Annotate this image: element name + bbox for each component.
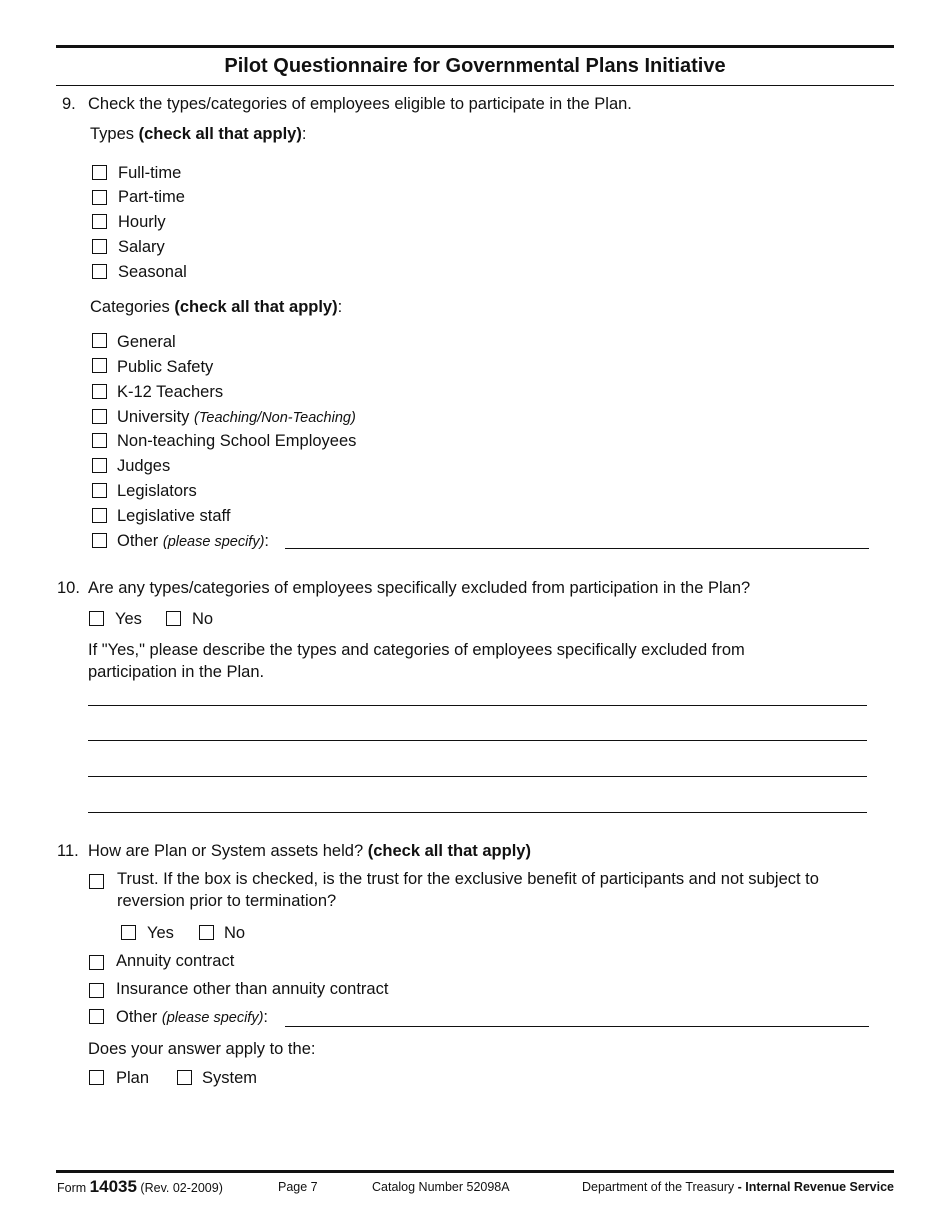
footer-revision: (Rev. 02-2009)	[140, 1181, 223, 1195]
q10-answer-line-1[interactable]	[88, 705, 867, 706]
categories-label: Categories	[90, 298, 170, 316]
categories-note: (check all that apply)	[174, 298, 338, 316]
other-category-specify-input[interactable]	[285, 548, 869, 549]
checkbox-k12-teachers[interactable]	[92, 384, 107, 399]
system-label: System	[202, 1069, 258, 1087]
category-label-public-safety: Public Safety	[117, 358, 214, 376]
category-label-non-teaching: Non-teaching School Employees	[117, 432, 357, 450]
q10-yes-checkbox[interactable]	[89, 611, 104, 626]
q10-no-checkbox[interactable]	[166, 611, 181, 626]
other-asset-note: (please specify)	[161, 1010, 264, 1026]
footer-catalog: Catalog Number 52098A	[372, 1180, 510, 1194]
category-label-university: University	[117, 408, 190, 426]
footer-form-number: 14035	[89, 1177, 137, 1196]
checkbox-annuity[interactable]	[89, 955, 104, 970]
annuity-label: Annuity contract	[116, 952, 235, 970]
q10-answer-line-4[interactable]	[88, 812, 867, 813]
footer-dept-name: Department of the Treasury	[582, 1180, 735, 1194]
q9-types-heading: Types (check all that apply):	[90, 125, 307, 143]
checkbox-public-safety[interactable]	[92, 358, 107, 373]
plan-checkbox[interactable]	[89, 1070, 104, 1085]
category-label-legislative-staff: Legislative staff	[117, 507, 231, 525]
other-asset-specify-input[interactable]	[285, 1026, 869, 1027]
q10-describe-line2: participation in the Plan.	[88, 663, 265, 681]
footer-department	[582, 1180, 894, 1194]
checkbox-judges[interactable]	[92, 458, 107, 473]
university-note: (Teaching/Non-Teaching)	[194, 410, 356, 426]
q10-number: 10.	[57, 579, 80, 597]
checkbox-non-teaching[interactable]	[92, 433, 107, 448]
other-asset: Other (please specify):	[116, 1008, 269, 1026]
type-label-part-time: Part-time	[118, 188, 185, 206]
q10-question: Are any types/categories of employees specifically excluded from participation in the Plan?	[88, 579, 751, 597]
types-note: (check all that apply)	[138, 125, 302, 143]
trust-line1: Trust. If the box is checked, is the trust for the exclusive benefit of participants and not subject to	[117, 870, 819, 888]
q10-no-label: No	[192, 610, 214, 628]
header-top-rule	[56, 45, 894, 48]
footer-irs: - Internal Revenue Service	[737, 1180, 894, 1194]
trust-yes-label: Yes	[147, 924, 174, 942]
footer-page: Page 7	[278, 1180, 318, 1194]
checkbox-trust[interactable]	[89, 874, 104, 889]
category-university	[117, 406, 356, 429]
q11-question-note: (check all that apply)	[367, 842, 531, 860]
q9-categories-heading: Categories (check all that apply):	[90, 298, 343, 316]
q9-number: 9.	[62, 95, 76, 113]
q10-describe-line1: If "Yes," please describe the types and categories of employees specifically excluded from	[88, 641, 745, 659]
footer-rule	[56, 1170, 894, 1173]
checkbox-other-asset[interactable]	[89, 1009, 104, 1024]
type-label-hourly: Hourly	[118, 213, 166, 231]
trust-no-label: No	[224, 924, 246, 942]
checkbox-legislative-staff[interactable]	[92, 508, 107, 523]
q11-question: How are Plan or System assets held?	[88, 842, 364, 860]
category-label-judges: Judges	[117, 457, 171, 475]
category-label-legislators: Legislators	[117, 482, 197, 500]
q9-question: Check the types/categories of employees eligible to participate in the Plan.	[88, 95, 632, 113]
q10-answer-line-3[interactable]	[88, 776, 867, 777]
category-label-other: Other	[117, 532, 159, 550]
trust-line2: reversion prior to termination?	[117, 892, 337, 910]
system-checkbox[interactable]	[177, 1070, 192, 1085]
page-title: Pilot Questionnaire for Governmental Plans Initiative	[224, 55, 726, 77]
checkbox-legislators[interactable]	[92, 483, 107, 498]
checkbox-full-time[interactable]	[92, 165, 107, 180]
other-asset-label: Other	[116, 1008, 158, 1026]
checkbox-general[interactable]	[92, 333, 107, 348]
type-label-seasonal: Seasonal	[118, 263, 187, 281]
footer-form-prefix: Form	[57, 1181, 87, 1195]
type-label-salary: Salary	[118, 238, 165, 256]
checkbox-university[interactable]	[92, 409, 107, 424]
plan-label: Plan	[116, 1069, 150, 1087]
checkbox-other-category[interactable]	[92, 533, 107, 548]
type-label-full-time: Full-time	[118, 164, 182, 182]
checkbox-insurance[interactable]	[89, 983, 104, 998]
q10-yes-label: Yes	[115, 610, 142, 628]
apply-question: Does your answer apply to the:	[88, 1040, 316, 1058]
checkbox-seasonal[interactable]	[92, 264, 107, 279]
trust-yes-checkbox[interactable]	[121, 925, 136, 940]
header-bottom-rule	[56, 85, 894, 86]
category-other: Other (please specify):	[117, 532, 270, 550]
q10-answer-line-2[interactable]	[88, 740, 867, 741]
other-note: (please specify)	[162, 534, 265, 550]
category-label-general: General	[117, 333, 176, 351]
types-label: Types	[90, 125, 135, 143]
checkbox-hourly[interactable]	[92, 214, 107, 229]
q11-question-row	[88, 840, 531, 862]
checkbox-salary[interactable]	[92, 239, 107, 254]
checkbox-part-time[interactable]	[92, 190, 107, 205]
footer-form	[57, 1177, 223, 1197]
q11-number: 11.	[57, 842, 79, 860]
insurance-label: Insurance other than annuity contract	[116, 980, 389, 998]
trust-no-checkbox[interactable]	[199, 925, 214, 940]
category-label-k12-teachers: K-12 Teachers	[117, 383, 224, 401]
